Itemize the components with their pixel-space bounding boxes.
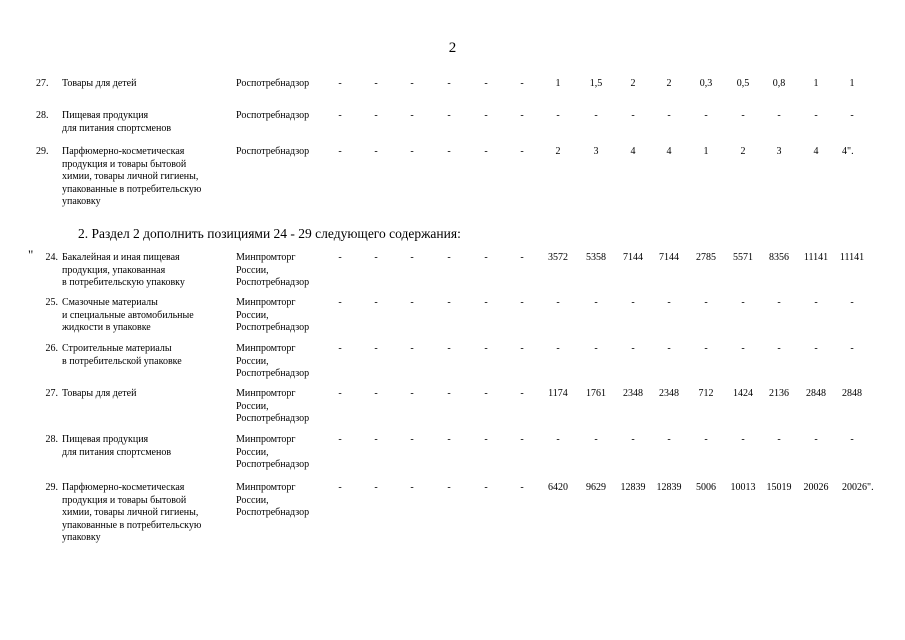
value-cell: -	[850, 297, 854, 308]
product-name-line: для питания спортсменов	[62, 446, 172, 458]
value-cell: -	[484, 482, 488, 493]
agency-line: Минпромторг	[236, 343, 296, 354]
product-name	[62, 252, 232, 290]
agency-line: Роспотребнадзор	[236, 322, 310, 333]
agency-line: России,	[236, 264, 269, 276]
agency-line: Минпромторг	[236, 252, 296, 263]
value-cell: -	[447, 78, 451, 89]
value-cell: 2	[630, 78, 636, 89]
product-name	[62, 110, 232, 135]
value-cell: -	[338, 388, 342, 399]
row-number: 26.	[45, 343, 58, 354]
value-cell: -	[410, 434, 414, 445]
value-cell: 2	[740, 146, 746, 157]
value-cell: -	[410, 482, 414, 493]
product-name-line: в потребительскую упаковку	[62, 277, 185, 288]
value-cell: -	[338, 434, 342, 445]
agency-line: Минпромторг	[236, 434, 296, 445]
value-cell: -	[410, 388, 414, 399]
section-heading: 2. Раздел 2 дополнить позициями 24 - 29 следующего содержания:	[78, 226, 461, 241]
value-cell: 5571	[733, 252, 753, 263]
value-cell: -	[594, 297, 598, 308]
agency-line: России,	[236, 355, 269, 367]
value-cell: -	[704, 110, 708, 121]
product-name-line: Пищевая продукция	[62, 434, 149, 445]
value-cell: -	[631, 434, 635, 445]
value-cell: 5358	[586, 252, 606, 263]
product-name-line: Парфюмерно-косметическая	[62, 482, 185, 493]
value-cell: -	[850, 343, 854, 354]
row-number: 27.	[45, 388, 58, 399]
value-cell: -	[520, 297, 524, 308]
value-cell: 4".	[842, 146, 854, 157]
value-cell: 0,3	[699, 78, 713, 89]
value-cell: -	[447, 343, 451, 354]
value-cell: -	[484, 252, 488, 263]
agency-line: Роспотребнадзор	[236, 146, 310, 157]
agency-line: Минпромторг	[236, 482, 296, 493]
value-cell: -	[704, 297, 708, 308]
value-cell: -	[447, 252, 451, 263]
value-cell: -	[814, 297, 818, 308]
value-cell: -	[484, 343, 488, 354]
row-number: 27.	[36, 78, 49, 89]
value-cell: -	[520, 110, 524, 121]
value-cell: -	[374, 482, 378, 493]
value-cell: -	[447, 434, 451, 445]
row-number: 28.	[45, 434, 58, 445]
value-cell: 4	[813, 146, 819, 157]
row-number: 29.	[36, 146, 49, 157]
value-cell: -	[374, 78, 378, 89]
value-cell: -	[556, 297, 560, 308]
product-name	[62, 434, 232, 459]
value-cell: -	[484, 78, 488, 89]
value-cell: 7144	[623, 252, 643, 263]
value-cell: -	[338, 78, 342, 89]
value-cell: -	[520, 482, 524, 493]
value-cell: -	[556, 110, 560, 121]
product-name	[62, 297, 232, 335]
value-cell: 0,8	[772, 78, 786, 89]
value-cell: -	[631, 343, 635, 354]
value-cell: 6420	[548, 482, 568, 493]
page-number: 2	[448, 40, 457, 56]
value-cell: 1174	[548, 388, 568, 399]
value-cell: 0,5	[736, 78, 750, 89]
value-cell: -	[484, 388, 488, 399]
value-cell: -	[520, 78, 524, 89]
value-cell: -	[410, 343, 414, 354]
value-cell: 20026	[803, 482, 829, 493]
value-cell: 4	[666, 146, 672, 157]
value-cell: -	[814, 110, 818, 121]
product-name-line: продукция и товары бытовой	[62, 158, 187, 170]
value-cell: -	[484, 434, 488, 445]
value-cell: 10013	[730, 482, 756, 493]
value-cell: 1761	[586, 388, 606, 399]
value-cell: -	[667, 343, 671, 354]
value-cell: 11141	[803, 252, 829, 263]
value-cell: -	[447, 110, 451, 121]
value-cell: 712	[698, 388, 714, 399]
value-cell: 2	[666, 78, 672, 89]
value-cell: 1	[703, 146, 709, 157]
value-cell: -	[484, 110, 488, 121]
value-cell: -	[594, 343, 598, 354]
value-cell: -	[410, 252, 414, 263]
value-cell: -	[374, 297, 378, 308]
value-cell: 4	[630, 146, 636, 157]
value-cell: -	[704, 434, 708, 445]
value-cell: 15019	[766, 482, 792, 493]
row-number: 25.	[45, 297, 58, 308]
value-cell: -	[667, 110, 671, 121]
value-cell: -	[447, 482, 451, 493]
product-name-line: упаковку	[62, 196, 101, 207]
value-cell: -	[850, 110, 854, 121]
value-cell: -	[338, 297, 342, 308]
agency-line: Роспотребнадзор	[236, 459, 310, 470]
value-cell: -	[556, 343, 560, 354]
product-name-line: Бакалейная и иная пищевая	[62, 252, 180, 263]
value-cell: 1	[813, 78, 819, 89]
value-cell: -	[777, 434, 781, 445]
row-number: 29.	[45, 482, 58, 493]
agency-line: Роспотребнадзор	[236, 507, 310, 518]
product-name-line: упакованные в потребительскую	[62, 519, 202, 531]
value-cell: -	[814, 434, 818, 445]
row-number: 28.	[36, 110, 49, 121]
value-cell: 20026".	[842, 482, 874, 493]
value-cell: -	[777, 110, 781, 121]
product-name-line: жидкости в упаковке	[62, 322, 151, 333]
opening-quote-mark: "	[28, 247, 34, 262]
product-name-line: Товары для детей	[62, 388, 137, 399]
value-cell: -	[777, 297, 781, 308]
value-cell: -	[338, 482, 342, 493]
product-name-line: продукция и товары бытовой	[62, 494, 187, 506]
product-name	[62, 482, 232, 545]
product-name	[62, 78, 232, 91]
value-cell: 1424	[733, 388, 753, 399]
value-cell: 1	[849, 78, 855, 89]
value-cell: 2848	[806, 388, 826, 399]
value-cell: -	[704, 343, 708, 354]
product-name-line: Строительные материалы	[62, 343, 172, 354]
value-cell: -	[447, 388, 451, 399]
value-cell: -	[850, 434, 854, 445]
value-cell: -	[741, 110, 745, 121]
value-cell: -	[484, 146, 488, 157]
value-cell: -	[410, 110, 414, 121]
value-cell: -	[631, 110, 635, 121]
value-cell: -	[374, 146, 378, 157]
agency-line: Роспотребнадзор	[236, 110, 310, 121]
product-name	[62, 343, 232, 368]
value-cell: -	[631, 297, 635, 308]
value-cell: 1	[555, 78, 561, 89]
value-cell: 2348	[659, 388, 679, 399]
product-name-line: Парфюмерно-косметическая	[62, 146, 185, 157]
value-cell: 2348	[623, 388, 643, 399]
value-cell: -	[447, 297, 451, 308]
value-cell: -	[410, 78, 414, 89]
value-cell: 3	[776, 146, 782, 157]
value-cell: -	[741, 434, 745, 445]
value-cell: -	[741, 297, 745, 308]
value-cell: -	[520, 252, 524, 263]
value-cell: -	[741, 343, 745, 354]
product-name-line: продукция, упакованная	[62, 264, 166, 276]
value-cell: -	[338, 146, 342, 157]
value-cell: -	[556, 434, 560, 445]
value-cell: 11141	[839, 252, 865, 263]
row-number: 24.	[45, 252, 58, 263]
value-cell: 12839	[620, 482, 646, 493]
product-name-line: Пищевая продукция	[62, 110, 149, 121]
value-cell: 7144	[659, 252, 679, 263]
value-cell: -	[410, 146, 414, 157]
value-cell: -	[374, 388, 378, 399]
value-cell: -	[374, 252, 378, 263]
agency-line: России,	[236, 446, 269, 458]
product-name-line: для питания спортсменов	[62, 122, 172, 134]
value-cell: 9629	[586, 482, 606, 493]
agency-line: России,	[236, 309, 269, 321]
value-cell: 2	[555, 146, 561, 157]
value-cell: -	[447, 146, 451, 157]
product-name-line: Смазочные материалы	[62, 297, 158, 308]
product-name-line: химии, товары личной гигиены,	[62, 507, 199, 518]
value-cell: 3572	[548, 252, 568, 263]
value-cell: 2848	[842, 388, 862, 399]
agency-line: Роспотребнадзор	[236, 277, 310, 288]
product-name-line: химии, товары личной гигиены,	[62, 171, 199, 182]
value-cell: 5006	[696, 482, 716, 493]
value-cell: -	[374, 434, 378, 445]
product-name	[62, 388, 232, 401]
product-name-line: Товары для детей	[62, 78, 137, 89]
value-cell: -	[520, 343, 524, 354]
product-name-line: упакованные в потребительскую	[62, 183, 202, 195]
value-cell: 12839	[656, 482, 682, 493]
value-cell: -	[777, 343, 781, 354]
value-cell: -	[338, 110, 342, 121]
agency-line: России,	[236, 494, 269, 506]
value-cell: -	[484, 297, 488, 308]
product-name	[62, 146, 232, 209]
product-name-line: в потребительской упаковке	[62, 355, 182, 367]
value-cell: 1,5	[589, 78, 603, 89]
value-cell: -	[338, 343, 342, 354]
value-cell: -	[667, 434, 671, 445]
value-cell: 8356	[769, 252, 789, 263]
value-cell: -	[410, 297, 414, 308]
agency-line: Минпромторг	[236, 297, 296, 308]
agency-line: Роспотребнадзор	[236, 413, 310, 424]
value-cell: -	[374, 110, 378, 121]
value-cell: -	[374, 343, 378, 354]
product-name-line: и специальные автомобильные	[62, 309, 194, 321]
value-cell: -	[520, 434, 524, 445]
value-cell: -	[667, 297, 671, 308]
value-cell: 3	[593, 146, 599, 157]
value-cell: 2136	[769, 388, 789, 399]
agency-line: Минпромторг	[236, 388, 296, 399]
value-cell: 2785	[696, 252, 716, 263]
agency-line: Роспотребнадзор	[236, 78, 310, 89]
value-cell: -	[594, 434, 598, 445]
value-cell: -	[520, 146, 524, 157]
value-cell: -	[338, 252, 342, 263]
value-cell: -	[594, 110, 598, 121]
product-name-line: упаковку	[62, 532, 101, 543]
value-cell: -	[814, 343, 818, 354]
agency-line: Роспотребнадзор	[236, 368, 310, 379]
value-cell: -	[520, 388, 524, 399]
agency-line: России,	[236, 400, 269, 412]
